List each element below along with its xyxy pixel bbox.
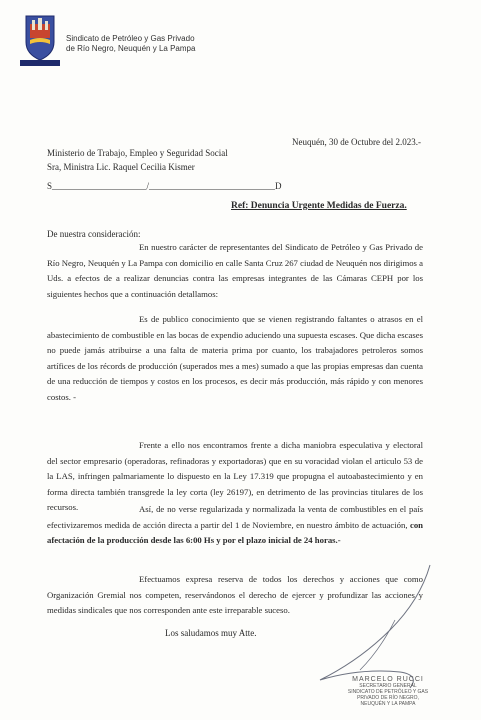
org-line-1: Sindicato de Petróleo y Gas Privado xyxy=(66,34,195,43)
paragraph-2: Es de publico conocimiento que se vienen registrando faltantes o atrasos en el abastecimiento de combustible en las bocas de expendio aduciendo una supuesta escases. Que dicha escases no puede jamás atribuirse a una falta de materia prima por cuanto, los trabajadores petroleros somos artífices de los récords de producción (superados mes a mes) sumado a que las propias empresas dan cuenta de una reducción de tiempos y costos en los procesos, es decir más producción, más rápido y con menores costos. - xyxy=(47,314,423,402)
greeting: De nuestra consideración: xyxy=(47,229,141,239)
paragraph-3: Frente a ello nos encontramos frente a dicha maniobra especulativa y electoral del sector empresario (operadoras, refinadoras y exportadoras) que en su voracidad violan el articulo 53 de la LAS, infringen palmariamente lo dispuesto en la Ley 17.319 que propugna el autoabastecimiento y en forma directa también transgrede la ley corta (ley 26197), en detrimento de las provincias titulares de los recursos. xyxy=(47,440,423,513)
paragraph-4-text: Así, de no verse regularizada y normalizada la venta de combustibles en el país efectivizaremos medida de acción directa a partir del 1 de Noviembre, en nuestro ámbito de actuación, xyxy=(47,504,423,530)
signatory-role-1: SECRETARIO GENERAL xyxy=(359,683,417,689)
letter-date: Neuquén, 30 de Octubre del 2.023.- xyxy=(292,137,421,147)
signatory-role-2: SINDICATO DE PETRÓLEO Y GAS xyxy=(347,689,429,695)
reference-line: Ref: Denuncia Urgente Medidas de Fuerza. xyxy=(231,201,407,211)
organization-name xyxy=(66,34,195,54)
signatory-name: MARCELO RUCCI xyxy=(352,676,424,683)
org-line-2: de Río Negro, Neuquén y La Pampa xyxy=(66,44,196,53)
recipient-s-line: S_____________________/____________________________D xyxy=(47,181,282,191)
paragraph-4-bold: con afectación de la producción desde las 6:00 Hs y por el plazo inicial de 24 horas.- xyxy=(47,519,423,546)
paragraph-1: En nuestro carácter de representantes del Sindicato de Petróleo y Gas Privado de Río Negro, Neuquén y La Pampa con domicilio en calle Santa Cruz 267 ciudad de Neuquén nos dirigimos a Uds. a efectos de a realizar denuncias contra las empresas integrantes de las Cámaras CEPH por los siguientes hechos que a continuación detallamos: xyxy=(47,242,423,299)
paragraph-5: Efectuamos expresa reserva de todos los derechos y acciones que como Organización Gremial nos competen, reservándonos el derecho de ejercer y profundizar las acciones y medidas sindicales que nos corresponden ante este irreparable suceso. xyxy=(47,574,423,616)
closing: Los saludamos muy Atte. xyxy=(165,628,257,638)
recipient-line-1: Ministerio de Trabajo, Empleo y Seguridad Social xyxy=(47,148,228,158)
signature-stamp xyxy=(318,676,458,707)
signatory-role-3: PRIVADO DE RÍO NEGRO, xyxy=(357,695,419,701)
recipient-line-2: Sra, Ministra Lic. Raquel Cecilia Kismer xyxy=(47,162,195,172)
union-logo xyxy=(20,14,60,68)
signatory-role-4: NEUQUÉN Y LA PAMPA xyxy=(360,701,416,707)
paragraph-4 xyxy=(47,502,423,549)
